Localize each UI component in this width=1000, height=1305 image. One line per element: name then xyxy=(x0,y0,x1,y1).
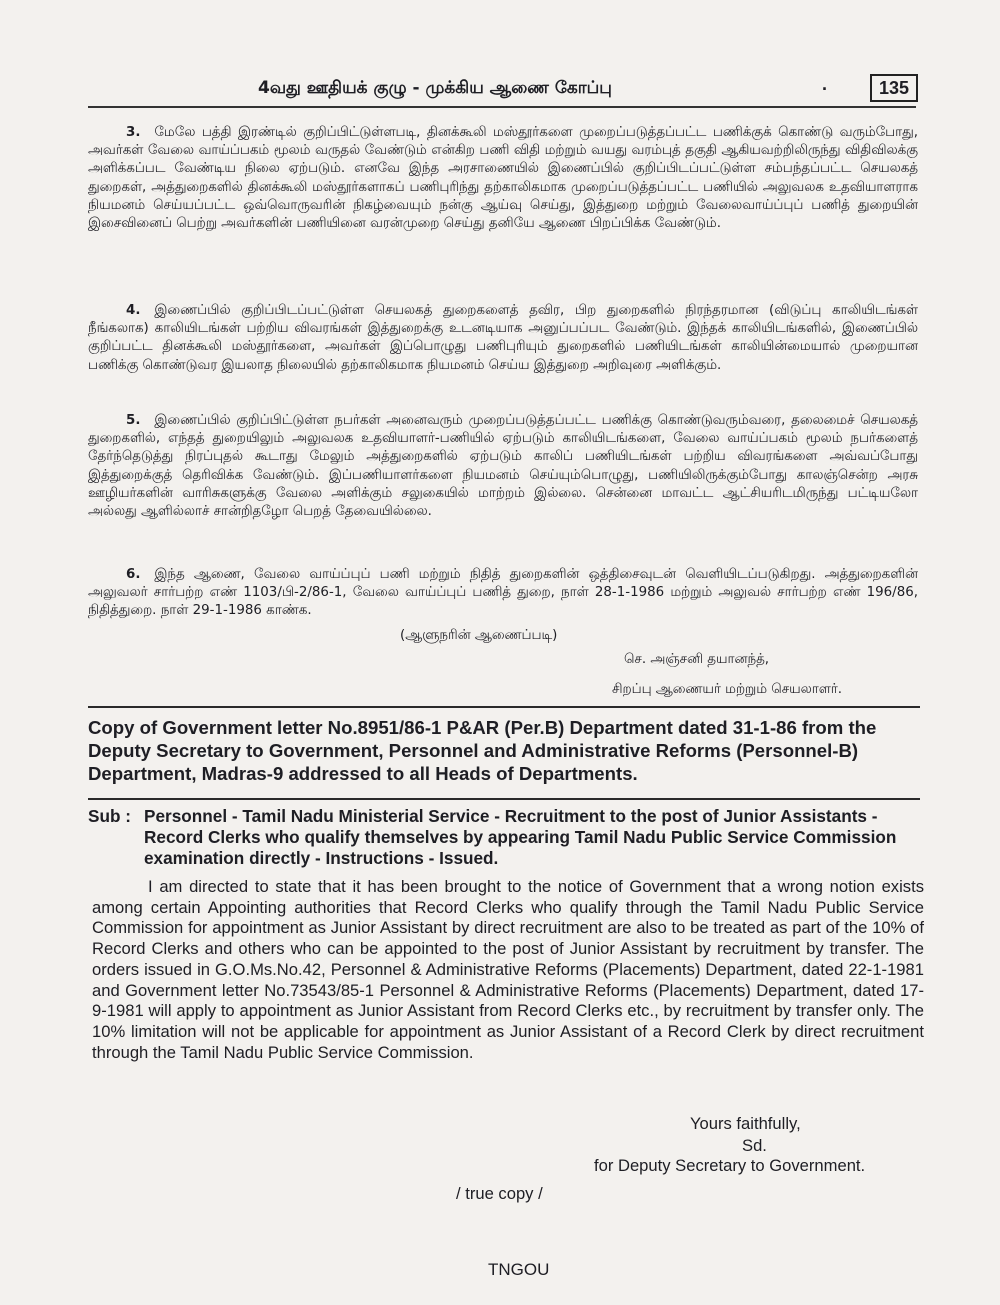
paragraph-text: இணைப்பில் குறிப்பிட்டுள்ள நபர்கள் அனைவரும் முறைப்படுத்தப்பட்ட பணிக்கு கொண்டுவரும்வரை, தலைமைச் செயலகத் துறைகளில், எந்தத் துறையிலும் அலுவலக உதவியாளர்-பணியில் ஏற்படும் காலியிடங்களை, வேலை வாய்ப்பகம் மூலம் நபர்களைத் தேர்ந்தெடுத்து நிரப்புதல் கூடாது மேலும் அத்துறைகளில் ஏற்படும் காலிப் பணியிடங்கள் பற்றிய விவரங்களை அவ்வப்போது இத்துறைக்குத் தெரிவிக்க வேண்டும். இப்பணியாளர்களை நியமனம் செய்யும்பொழுது, பணியிலிருக்கும்போது காலஞ்சென்ற அரசு ஊழியர்களின் வாரிசுகளுக்கு வேலை அளிக்கும் சலுகையில் மாற்றம் இல்லை. சென்னை மாவட்ட ஆட்சியரிடமிருந்து பட்டியலோ அல்லது ஆளில்லாச் சான்றிதழோ பெறத் தேவையில்லை. xyxy=(88,413,918,520)
copy-title: Copy of Government letter No.8951/86-1 P&AR (Per.B) Department dated 31-1-86 from the Deputy Secretary to Government, Personnel and Administrative Reforms (Personnel-B) Department, Madras-9 addressed to all Heads of Departments. xyxy=(88,717,877,784)
sd-mark: Sd. xyxy=(742,1136,767,1155)
section-rule-top xyxy=(88,706,920,708)
header-rule xyxy=(88,106,916,108)
section-rule-bottom xyxy=(88,798,920,800)
true-copy: / true copy / xyxy=(456,1184,543,1203)
closing: Yours faithfully, xyxy=(690,1114,801,1133)
paragraph-number: 4. xyxy=(126,303,141,318)
tamil-paragraph-6 xyxy=(88,566,918,621)
paragraph-text: மேலே பத்தி இரண்டில் குறிப்பிட்டுள்ளபடி, தினக்கூலி மஸ்தூர்களை முறைப்படுத்தப்பட்ட பணிக்குக் கொண்டு வரும்போது, அவர்கள் வேலை வாய்ப்பகம் மூலம் வருதல் வேண்டும் என்கிற பணி விதி மற்றும் வயது வரம்புத் தகுதி ஆகியவற்றிலிருந்து விதிவிலக்கு அளிக்கப்பட வேண்டிய நிலை ஏற்படும். எனவே இந்த அரசாணையில் இணைப்பில் குறிப்பிடப்பட்டுள்ள சம்பந்தப்பட்ட செயலகத் துறைகள், அத்துறைகளில் தினக்கூலி மஸ்தூர்களாகப் பணிபுரிந்து தற்காலிகமாக முறைப்படுத்தப்பட்ட பணியில் அலுவலக உதவியாளராக நியமனம் செய்யப்பட்ட ஒவ்வொருவரின் நிகழ்வையும் நன்கு ஆய்வு செய்து, இத்துறை மற்றும் வேலைவாய்ப்புப் பணித் துறையின் இசைவினைப் பெற்று அவர்களின் பணியினை வரன்முறை செய்து தனியே ஆணை பிறப்பிக்க வேண்டும். xyxy=(88,125,918,232)
signatory-designation: சிறப்பு ஆணையர் மற்றும் செயலாளர். xyxy=(612,682,843,697)
header-title: 4வது ஊதியக் குழு - முக்கிய ஆணை கோப்பு xyxy=(258,78,612,98)
letter-body: I am directed to state that it has been brought to the notice of Government that a wrong notion exists among certain Appointing authorities that Record Clerks who qualify through the Tamil Nadu Public Service Commission for appointment as Junior Assistant by direct recruitment are also to be treated as part of the 10% of Record Clerks and others who can be appointed to the post of Junior Assistant by recruitment by transfer. The orders issued in G.O.Ms.No.42, Personnel & Administrative Reforms (Placements) Department, dated 22-1-1981 and Government letter No.73543/85-1 Personnel & Administrative Reforms (Placements) Department, dated 17-9-1981 will apply to appointment as Junior Assistant from Record Clerks etc., by recruitment by transfer only. The 10% limitation will not be applicable for appointment as Junior Assistant of a Record Clerk by direct recruitment through the Tamil Nadu Public Service Commission. xyxy=(92,877,924,1062)
paragraph-text: இணைப்பில் குறிப்பிடப்பட்டுள்ள செயலகத் துறைகளைத் தவிர, பிற துறைகளில் நிரந்தரமான (விடுப்பு காலியிடங்கள் நீங்கலாக) காலியிடங்கள் பற்றிய விவரங்கள் இத்துறைக்கு உடனடியாக அனுப்பப்பட வேண்டும். இந்தக் காலியிடங்களில், இணைப்பில் குறிப்பட்ட தினக்கூலி மஸ்தூர்களை, அவர்கள் இப்பொழுது பணிபுரியும் துறைகளில் பணியிடங்கள் காலியின்மையால் முறையான பணிக்கு கொண்டுவர இயலாத நிலையில் தற்காலிகமாக நியமனம் செய்ய இத்துறை அறிவுரை அளிக்கும். xyxy=(88,303,918,373)
tamil-paragraph-3 xyxy=(88,124,918,233)
paragraph-number: 5. xyxy=(126,413,141,428)
order-line: (ஆளுநரின் ஆணைப்படி) xyxy=(400,628,558,643)
paragraph-number: 3. xyxy=(126,125,141,140)
subject-text: Personnel - Tamil Nadu Ministerial Service - Recruitment to the post of Junior Assistants - Record Clerks who qualify themselves by appearing Tamil Nadu Public Service Commission examination directly - Instructions - Issued. xyxy=(144,806,897,868)
page-number: 135 xyxy=(870,74,918,102)
tamil-paragraph-5 xyxy=(88,412,918,521)
page-header xyxy=(88,74,916,104)
subject-label: Sub : xyxy=(88,806,131,826)
for-deputy-secretary: for Deputy Secretary to Government. xyxy=(594,1156,866,1175)
tamil-paragraph-4 xyxy=(88,302,918,375)
signatory-name: செ. அஞ்சனி தயானந்த், xyxy=(624,652,770,667)
paragraph-text: இந்த ஆணை, வேலை வாய்ப்புப் பணி மற்றும் நிதித் துறைகளின் ஒத்திசைவுடன் வெளியிடப்படுகிறது. அத்துறைகளின் அலுவலர் சார்பற்ற எண் 1103/பி-2/86-1, வேலை வாய்ப்புப் பணித் துறை, நாள் 28-1-1986 மற்றும் அலுவல் சார்பற்ற எண் 196/86, நிதித்துறை. நாள் 29-1-1986 காண்க. xyxy=(88,567,918,619)
paragraph-number: 6. xyxy=(126,567,141,582)
footer-watermark: TNGOU xyxy=(488,1260,550,1279)
header-dot: . xyxy=(822,74,828,94)
